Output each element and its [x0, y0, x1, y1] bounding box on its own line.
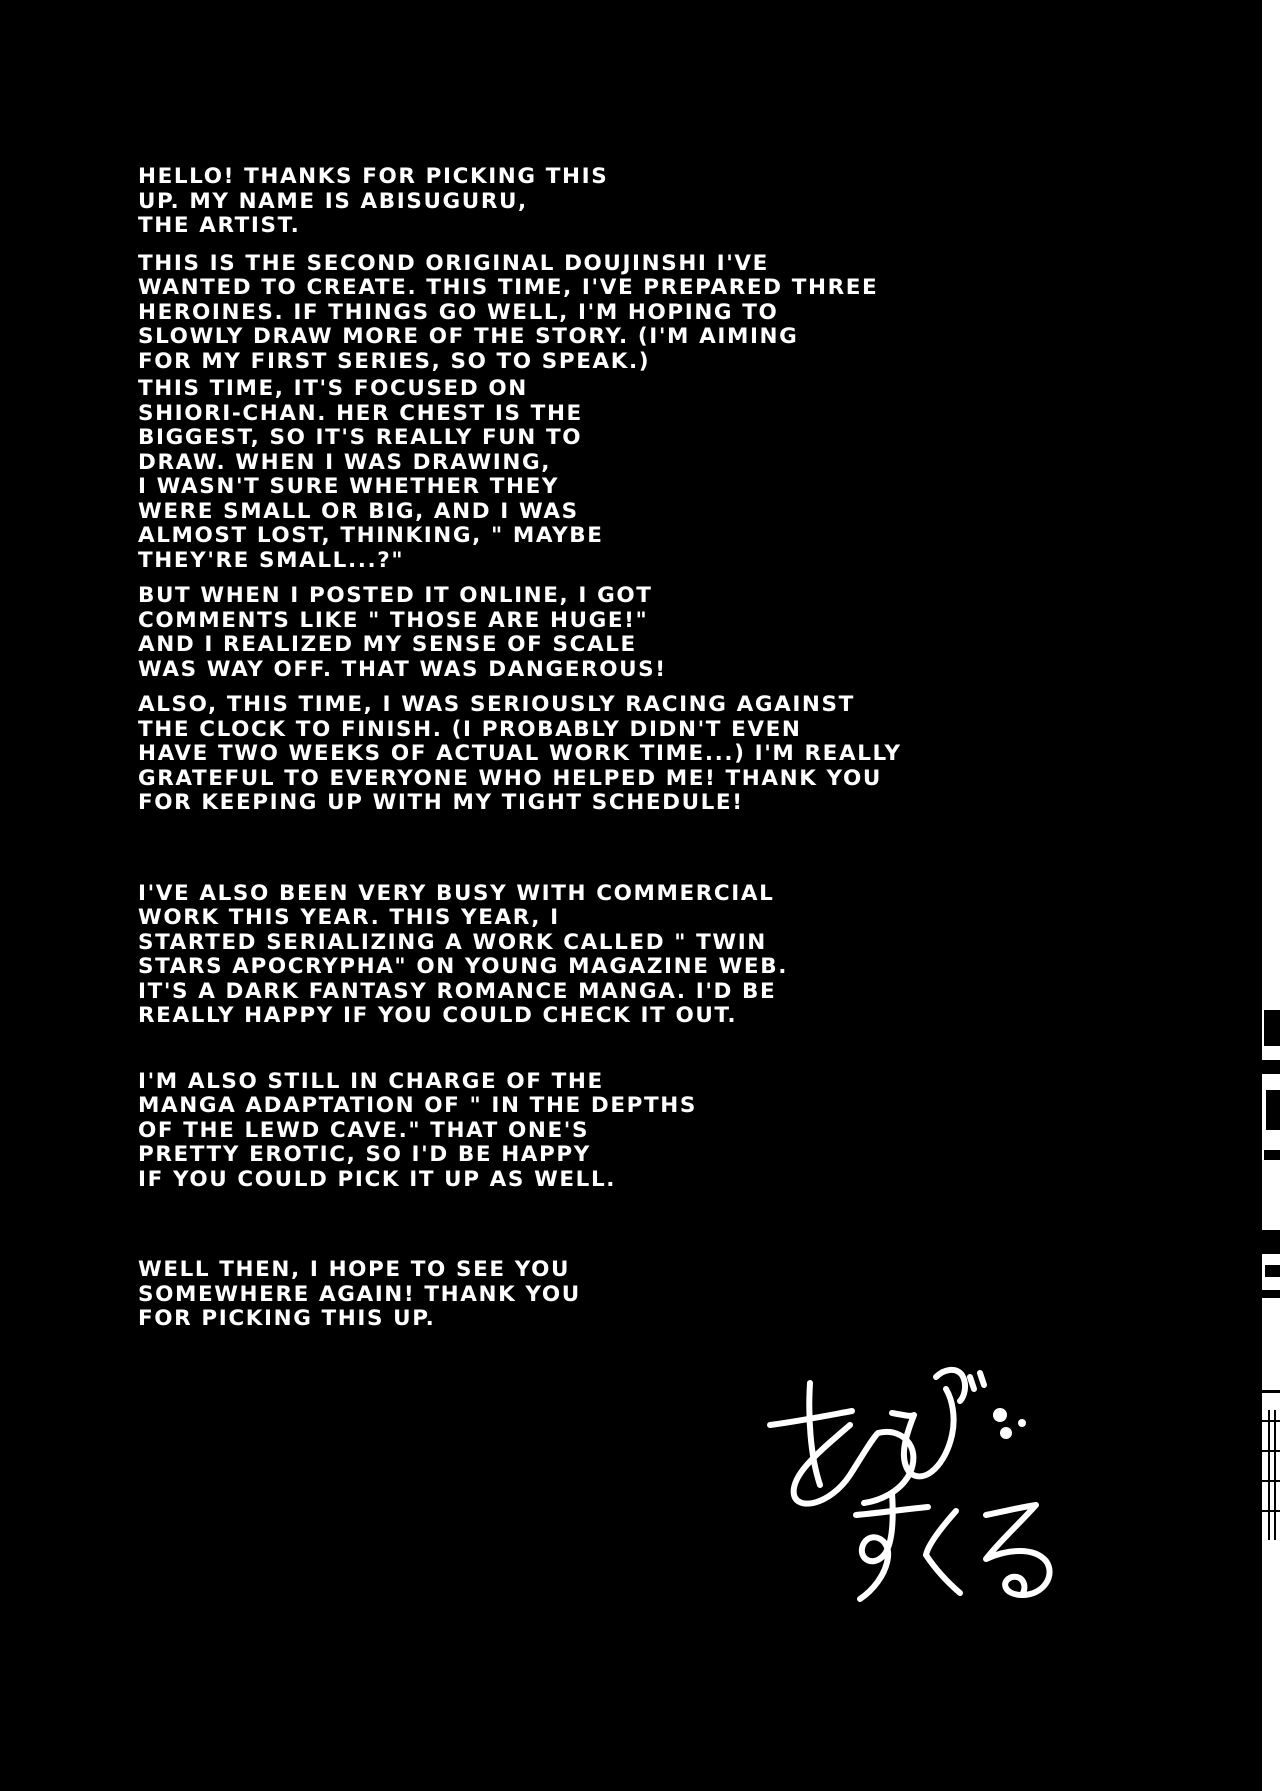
text-line: FOR KEEPING UP WITH MY TIGHT SCHEDULE!: [138, 790, 744, 815]
afterword-paragraph: [138, 584, 928, 682]
text-line: THE CLOCK TO FINISH. (I PROBABLY DIDN'T EVEN: [138, 716, 802, 742]
afterword-text: [138, 165, 928, 1332]
text-line: SOMEWHERE AGAIN! THANK YOU: [138, 1281, 581, 1307]
text-line: DRAW. WHEN I WAS DRAWING,: [138, 449, 552, 475]
text-line: WORK THIS YEAR. THIS YEAR, I: [138, 905, 560, 930]
text-line: WERE SMALL OR BIG, AND I WAS: [138, 498, 579, 524]
text-line: I'M ALSO STILL IN CHARGE OF THE: [138, 1068, 604, 1094]
text-line: OF THE LEWD CAVE." THAT ONE'S: [138, 1117, 590, 1143]
handwritten-signature: [760, 1355, 1080, 1615]
afterword-paragraph: [138, 693, 928, 816]
text-line: AND I REALIZED MY SENSE OF SCALE: [138, 632, 637, 657]
next-page-edge: [1262, 0, 1280, 1791]
text-line: GRATEFUL TO EVERYONE WHO HELPED ME! THANK YOU: [138, 765, 882, 791]
text-line: MANGA ADAPTATION OF " IN THE DEPTHS: [138, 1093, 697, 1118]
text-line: STARTED SERIALIZING A WORK CALLED " TWIN: [138, 929, 767, 955]
text-line: WAS WAY OFF. THAT WAS DANGEROUS!: [138, 656, 667, 682]
text-line: HEROINES. IF THINGS GO WELL, I'M HOPING TO: [138, 299, 779, 325]
text-line: REALLY HAPPY IF YOU COULD CHECK IT OUT.: [138, 1003, 738, 1028]
text-line: THE ARTIST.: [138, 213, 301, 238]
text-line: BUT WHEN I POSTED IT ONLINE, I GOT: [138, 583, 653, 608]
text-line: STARS APOCRYPHA" ON YOUNG MAGAZINE WEB.: [138, 954, 788, 979]
text-line: ALMOST LOST, THINKING, " MAYBE: [138, 523, 604, 548]
text-line: SHIORI-CHAN. HER CHEST IS THE: [138, 400, 583, 426]
text-line: THIS TIME, IT'S FOCUSED ON: [138, 376, 528, 401]
text-line: IF YOU COULD PICK IT UP AS WELL.: [138, 1166, 617, 1192]
text-line: BIGGEST, SO IT'S REALLY FUN TO: [138, 425, 583, 450]
text-line: ALSO, THIS TIME, I WAS SERIOUSLY RACING AGAINST: [138, 692, 855, 717]
text-line: FOR MY FIRST SERIES, SO TO SPEAK.): [138, 348, 651, 374]
text-line: SLOWLY DRAW MORE OF THE STORY. (I'M AIMING: [138, 324, 799, 349]
text-line: IT'S A DARK FANTASY ROMANCE MANGA. I'D BE: [138, 978, 777, 1004]
text-line: WANTED TO CREATE. THIS TIME, I'VE PREPARED THREE: [138, 275, 879, 300]
text-line: THIS IS THE SECOND ORIGINAL DOUJINSHI I'VE: [138, 250, 769, 276]
afterword-paragraph: [138, 882, 928, 1029]
afterword-paragraph: [138, 165, 928, 239]
text-line: I WASN'T SURE WHETHER THEY: [138, 474, 560, 499]
afterword-paragraph: [138, 377, 928, 573]
text-line: HAVE TWO WEEKS OF ACTUAL WORK TIME...) I'M REALLY: [138, 741, 902, 766]
text-line: COMMENTS LIKE " THOSE ARE HUGE!": [138, 607, 649, 633]
afterword-paragraph: [138, 252, 928, 375]
text-line: WELL THEN, I HOPE TO SEE YOU: [138, 1257, 571, 1282]
text-line: I'VE ALSO BEEN VERY BUSY WITH COMMERCIAL: [138, 880, 775, 906]
afterword-paragraph: [138, 1070, 928, 1193]
text-line: THEY'RE SMALL...?": [138, 547, 405, 573]
afterword-paragraph: [138, 1258, 928, 1332]
text-line: HELLO! THANKS FOR PICKING THIS: [138, 164, 609, 189]
text-line: FOR PICKING THIS UP.: [138, 1306, 436, 1331]
text-line: PRETTY EROTIC, SO I'D BE HAPPY: [138, 1142, 591, 1167]
text-line: UP. MY NAME IS ABISUGURU,: [138, 188, 528, 214]
